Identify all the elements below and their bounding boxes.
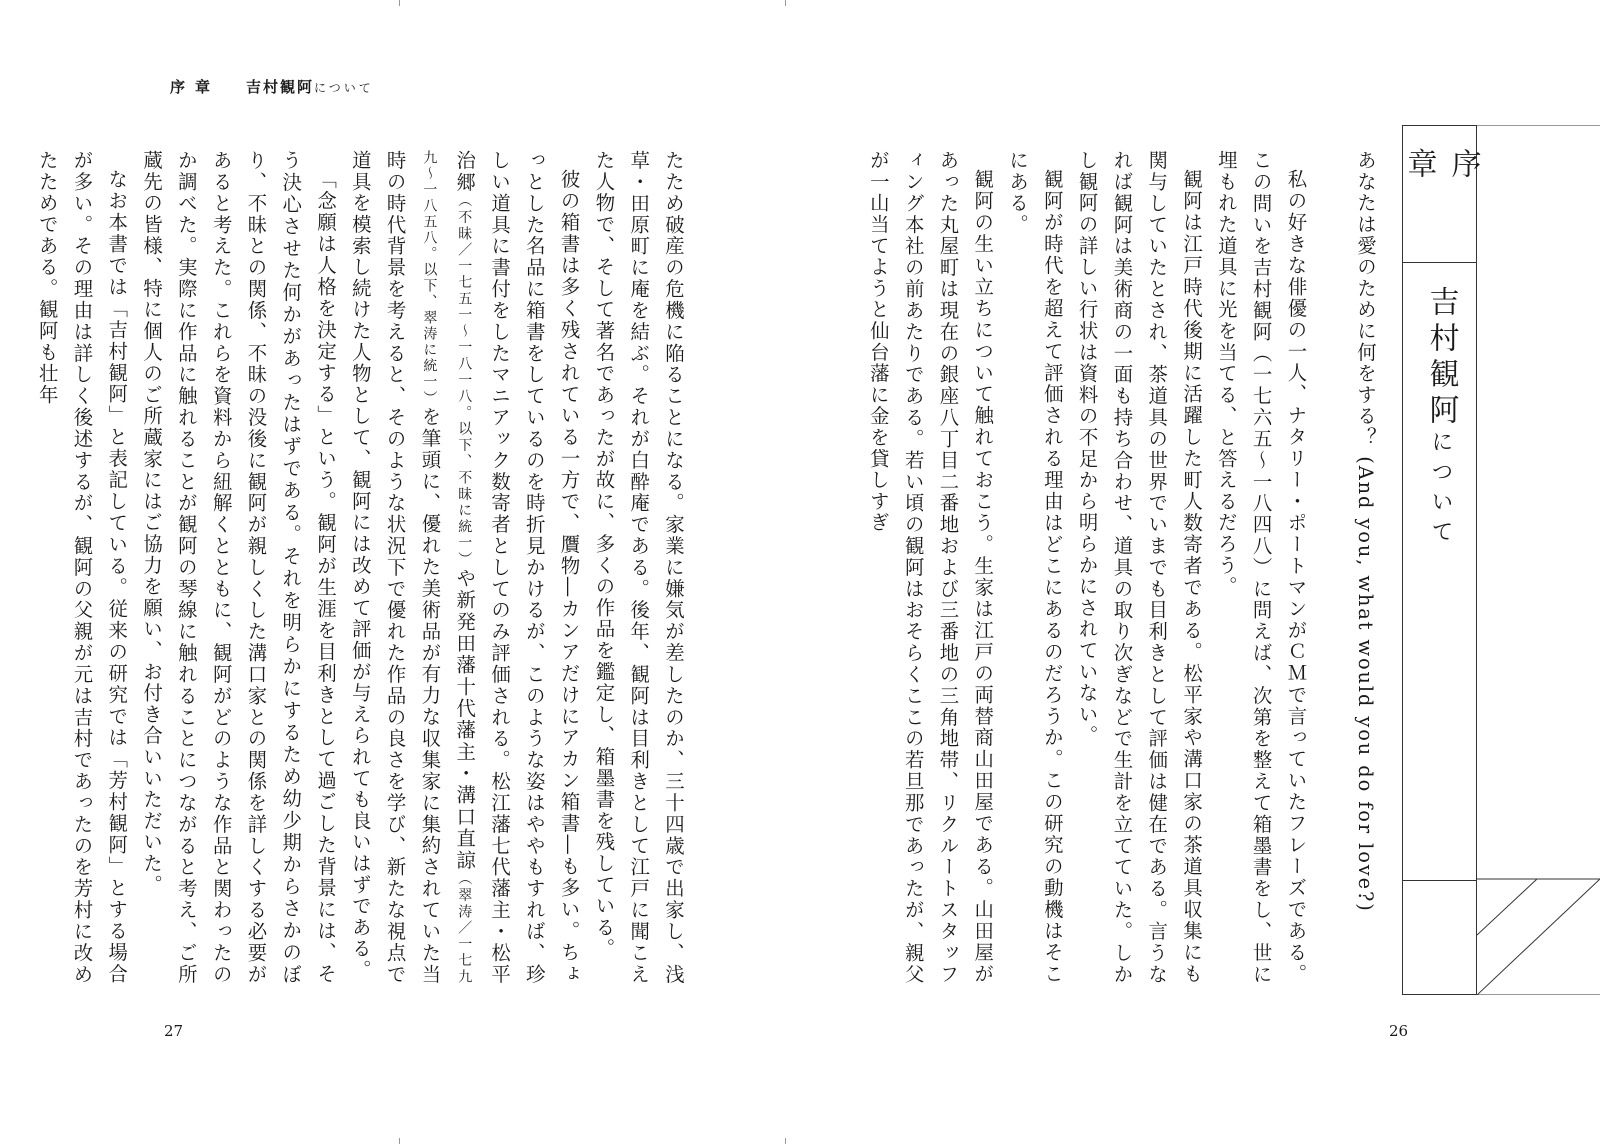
chapter-heading-box — [1401, 125, 1481, 995]
page-number-left: 27 — [164, 1022, 184, 1040]
right-body-text — [866, 150, 1382, 985]
chapter-title — [1403, 286, 1478, 550]
running-head — [170, 76, 374, 97]
chapter-title-suffix: について — [1428, 430, 1453, 550]
paragraph: 「念願は人格を決定する」という。観阿が生涯を目利きとして過ごした背景には、そう決心させた何かがあったはずである。それを明らかにするため幼少期からさかのぼり、不昧との関係、不昧の没後に観阿が親しくした溝口家との関係を詳しくする必要があると考えた。これらを資料から紐解くとともに、観阿がどのような作品と関わったのか調べた。実際に作品に触れることが観阿の琴線に触れることにつながると考え、ご所蔵先の皆様、特に個人のご所蔵家にはご協力を願い、お付き合いいただいた。 — [140, 150, 338, 985]
paragraph-text: 彼の箱書は多く残されている一方で、贋物―カンアだけにアカン箱書―も多い。ちょっとした名品に箱書をしているのを時折見かけるが、このような姿はややもすれば、珍しい道具に書付をしたマニアック数寄者としてのみ評価される。松江藩七代藩主・松平治郷 — [453, 150, 581, 985]
right-page — [800, 0, 1600, 1144]
running-head-chapter: 序章 — [170, 78, 221, 96]
paragraph: 観阿は江戸時代後期に活躍した町人数寄者である。松平家や溝口家の茶道具収集にも関与していたとされ、茶道具の世界でいまでも目利きとして評価は健在である。言うなれば観阿は美術商の一面も持ち合わせ、道具の取り次ぎなどで生計を立てていた。しかし観阿の詳しい行状は資料の不足から明らかにされていない。 — [1075, 150, 1204, 985]
annotation: （翠涛／一七九九〜一八五八。以下、翠涛に統一） — [421, 150, 473, 985]
chapter-title-main: 吉村観阿 — [1423, 286, 1459, 430]
annotation: （不昧／一七五一〜一八一八。以下、不昧に統一） — [456, 193, 473, 568]
paragraph: 観阿の生い立ちについて触れておこう。生家は江戸の両替商山田屋である。山田屋があった丸屋町は現在の銀座八丁目二番地および三番地の三角地帯、リクルートスタッフィング本社の前あたりである。若い頃の観阿はおそらくここの若旦那であったが、親父が一山当てようと仙台藩に金を貸しすぎ — [866, 150, 995, 985]
epigraph: あなたは愛のために何をする？ (And you, what would you do for love?) — [1354, 150, 1377, 913]
divider — [1403, 262, 1476, 263]
paragraph — [342, 150, 586, 985]
paragraph: 観阿が時代を超えて評価される理由はどこにあるのだろうか。この研究の動機はそこにある。 — [1006, 150, 1064, 985]
trim-mark — [399, 0, 400, 6]
trim-mark — [399, 1138, 400, 1144]
divider — [1403, 880, 1476, 881]
paragraph: 私の好きな俳優の一人、ナタリー・ポートマンがＣＭで言っていたフレーズである。この問いを吉村観阿（一七六五〜一八四八）に問えば、次第を整えて箱墨書をし、世に埋もれた道具に光を当てる、と答えるだろう。 — [1214, 150, 1308, 985]
paragraph-text: を筆頭に、優れた美術品が有力な収集家に集約されていた当時の時代背景を考えると、そのような状況下で優れた作品の良さを学び、新たな視点で道具を模索し続けた人物として、観阿には改めて評価が与えられても良いはずである。 — [348, 150, 442, 985]
left-body-text — [35, 150, 690, 985]
paragraph: たため破産の危機に陥ることになる。家業に嫌気が差したのか、三十四歳で出家し、浅草・田原町に庵を結ぶ。それが白酔庵である。後年、観阿は目利きとして江戸に聞こえた人物で、そして著名であったが故に、多くの作品を鑑定し、箱墨書を残している。 — [592, 150, 685, 985]
paragraph-text: や新発田藩十代藩主・溝口直諒 — [453, 567, 477, 872]
chapter-label: 序章 — [1401, 148, 1481, 200]
running-head-suffix: について — [314, 81, 374, 95]
decorative-rule — [1477, 125, 1600, 995]
trim-mark — [785, 0, 786, 6]
paragraph: なお本書では「吉村観阿」と表記している。従来の研究では「芳村観阿」とする場合が多い。その理由は詳しく後述するが、観阿の父親が元は吉村であったのを芳村に改めたためである。観阿も壮年 — [35, 150, 129, 985]
trim-mark — [785, 1138, 786, 1144]
running-head-title: 吉村観阿 — [246, 78, 315, 96]
page-number-right: 26 — [1389, 1022, 1409, 1040]
